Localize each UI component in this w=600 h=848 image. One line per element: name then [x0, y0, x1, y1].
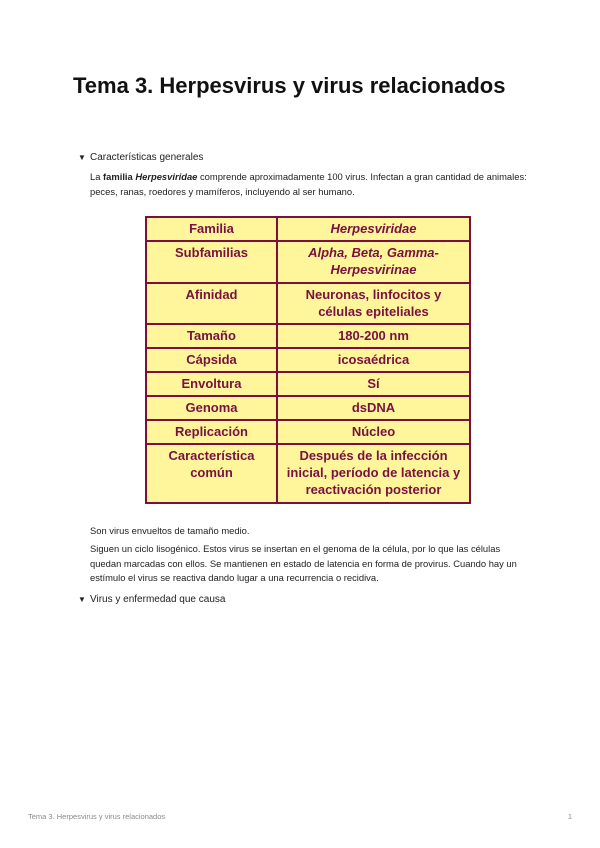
table-row: [146, 372, 470, 396]
table-value-cell: Sí: [277, 372, 470, 396]
table-label-cell: Replicación: [146, 420, 277, 444]
table-value-cell: Después de la infección inicial, período de latencia y reactivación posterior: [277, 444, 470, 503]
triangle-down-icon: ▼: [78, 595, 86, 604]
table-row: [146, 283, 470, 325]
toggle-label: Características generales: [90, 152, 204, 163]
toggle-caracteristicas-generales[interactable]: [78, 152, 203, 163]
table-row: [146, 217, 470, 241]
table-row: [146, 241, 470, 283]
intro-paragraph: [90, 170, 530, 199]
table-label-cell: Subfamilias: [146, 241, 277, 283]
table-label-cell: Familia: [146, 217, 277, 241]
table-label-cell: Afinidad: [146, 283, 277, 325]
table-label-cell: Envoltura: [146, 372, 277, 396]
triangle-down-icon: ▼: [78, 153, 86, 162]
table-row: [146, 444, 470, 503]
table-label-cell: Característica común: [146, 444, 277, 503]
intro-family-name: Herpesviridae: [135, 171, 198, 182]
table-label-cell: Genoma: [146, 396, 277, 420]
intro-bold: familia: [103, 171, 136, 182]
table-row: [146, 420, 470, 444]
table-row: [146, 324, 470, 348]
table-value-cell: 180-200 nm: [277, 324, 470, 348]
footer-page-number: 1: [567, 812, 572, 821]
table-value-cell: dsDNA: [277, 396, 470, 420]
table-row: [146, 348, 470, 372]
table-value-cell: Herpesviridae: [277, 217, 470, 241]
table-value-cell: Neuronas, linfocitos y células epiteliales: [277, 283, 470, 325]
paragraph-size: Son virus envueltos de tamaño medio.: [90, 525, 250, 536]
table-label-cell: Cápsida: [146, 348, 277, 372]
table-label-cell: Tamaño: [146, 324, 277, 348]
page-title: Tema 3. Herpesvirus y virus relacionados: [73, 73, 506, 98]
intro-prefix: La: [90, 171, 104, 182]
toggle-label: Virus y enfermedad que causa: [90, 594, 226, 605]
table-value-cell: Alpha, Beta, Gamma-Herpesvirinae: [277, 241, 470, 283]
paragraph-lysogenic-cycle: Siguen un ciclo lisogénico. Estos virus se insertan en el genoma de la célula, por lo que las células quedan marcadas con ellos. Se mantienen en estado de latencia en forma de provirus. Cuando hay un estímulo el virus se reactiva dando lugar a una recurrencia o recidiva.: [90, 543, 517, 583]
table-row: [146, 396, 470, 420]
footer-title: Tema 3. Herpesvirus y virus relacionados: [28, 812, 166, 821]
table-value-cell: icosaédrica: [277, 348, 470, 372]
virus-properties-table: [145, 216, 471, 504]
table-value-cell: Núcleo: [277, 420, 470, 444]
toggle-virus-enfermedad[interactable]: [78, 594, 225, 605]
intro-rest: comprende aproximadamente 100 virus. Infectan a gran cantidad de animales: peces, ranas, roedores y mamíferos, incluyendo al ser humano.: [90, 171, 527, 197]
